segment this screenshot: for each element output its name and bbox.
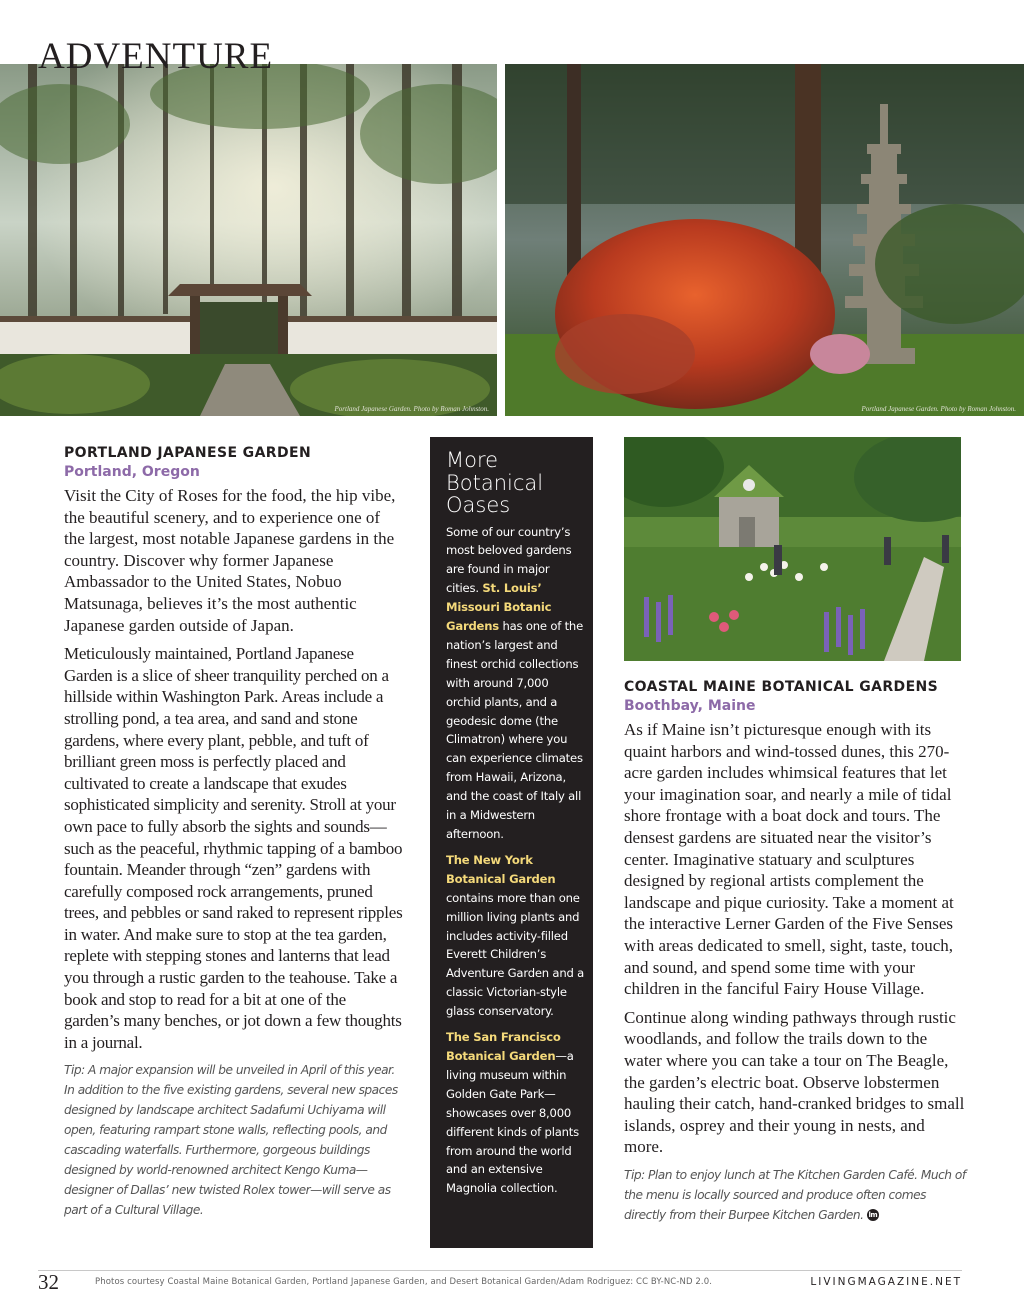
photo-credit: Portland Japanese Garden. Photo by Roman Johnston. bbox=[861, 405, 1016, 413]
portland-tip: Tip: A major expansion will be unveiled in April of this year. In addition to the five existing gardens, several new spaces designed by landscape architect Sadafumi Uchiyama will open, featuring rampart stone walls, reflecting pools, and cascading waterfalls. Furthermore, gorgeous buildings designed by world-renowned architect Kengo Kuma—designer of Dallas’ new twisted Rolex tower—will serve as part of a Cultural Village. bbox=[64, 1063, 398, 1218]
newyork-description: contains more than one million living plants and includes activity-filled Everett Children’s Adventure Garden and a classic Victorian-style glass conservatory. bbox=[446, 890, 585, 1019]
sidebar-newyork-paragraph bbox=[446, 851, 585, 1021]
sidebar-intro: Some of our country’s most beloved gardens are found in major cities. bbox=[446, 524, 572, 596]
end-mark-icon: lm bbox=[868, 1211, 878, 1220]
maine-paragraph-1: As if Maine isn’t picturesque enough with its quaint harbors and wind-tossed dunes, this 270-acre garden includes whimsical features that let your imagination soar, and nearly a mile of tidal shore frontage with a boat dock and tours. The densest gardens are situated near the visitor’s center. Imaginative statuary and sculptures designed by regional artists complement the landscape and pique curiosity. Take a moment at the interactive Lerner Garden of the Five Senses with areas dedicated to smell, sight, taste, touch, and sound, and spend some time with your children in the fanciful Fairy House Village. bbox=[624, 720, 954, 999]
portland-location: Portland, Oregon bbox=[64, 464, 200, 480]
stlouis-description: has one of the nation’s largest and finest orchid collections with around 7,000 orchid plants, and a geodesic dome (the Climatron) where you can experience climates from Hawaii, Arizona, and the coast of Italy all in a Midwestern afternoon. bbox=[446, 619, 584, 841]
photo-japanese-gate bbox=[0, 64, 497, 416]
sidebar-title-line: More bbox=[446, 448, 499, 472]
section-label: ADVENTURE bbox=[38, 36, 274, 77]
footer-rule bbox=[38, 1270, 962, 1271]
portland-article bbox=[64, 444, 404, 1220]
maine-tip-text: Tip: Plan to enjoy lunch at The Kitchen Garden Café. Much of the menu is locally sourced and produce often comes directly from their Burpee Kitchen Garden. bbox=[624, 1167, 966, 1222]
maine-heading: COASTAL MAINE BOTANICAL GARDENS bbox=[624, 679, 939, 695]
photo-maple-pagoda bbox=[505, 64, 1024, 416]
photo-credit: Portland Japanese Garden. Photo by Roman Johnston. bbox=[334, 405, 489, 413]
portland-paragraph-1: Visit the City of Roses for the food, the hip vibe, the beautiful scenery, and to experience one of the largest, most notable Japanese gardens in the country. Discover why former Japanese Ambassador to the United States, Nobuo Matsunaga, believes it’s the most authentic Japanese garden outside of Japan. bbox=[64, 486, 396, 635]
maine-tip bbox=[624, 1165, 966, 1225]
footer-photo-credits: Photos courtesy Coastal Maine Botanical Garden, Portland Japanese Garden, and Desert Botanical Garden/Adam Rodriguez: CC BY-NC-ND 2.0. bbox=[95, 1277, 713, 1287]
page-number: 32 bbox=[38, 1270, 59, 1294]
newyork-garden-name: The New York Botanical Garden bbox=[446, 852, 556, 886]
maine-location: Boothbay, Maine bbox=[624, 698, 756, 714]
footer-website: LIVINGMAGAZINE.NET bbox=[810, 1276, 962, 1288]
photo-maine-fairy-house bbox=[624, 437, 961, 661]
sidebar-title-line: Oases bbox=[446, 493, 511, 517]
sidebar-sanfrancisco-paragraph bbox=[446, 1028, 585, 1198]
portland-paragraph-2: Meticulously maintained, Portland Japanese Garden is a slice of sheer tranquility perched on a hillside within Washington Park. Areas include a strolling pond, a tea area, and sand and stone gardens, where every plant, pebble, and tuft of brilliant green moss is perfectly placed and cultivated to create a landscape that exudes sophisticated simplicity and serenity. Stroll at your own pace to fully absorb the sights and sounds—such as the peaceful, rhythmic tapping of a bamboo fountain. Meander through “zen” gardens with carefully composed rock arrangements, pruned trees, and pebbles or sand raked to represent ripples in water. And make sure to stop at the tea garden, replete with stepping stones and lanterns that lead you through a rustic garden to the teahouse. Take a book and stop to read for a bit at one of the garden’s many benches, or jot down a few thoughts in a journal. bbox=[64, 644, 403, 1052]
stlouis-garden-name: St. Louis’ Missouri Botanic Gardens bbox=[446, 581, 552, 634]
portland-heading: PORTLAND JAPANESE GARDEN bbox=[64, 445, 312, 461]
sidebar-title bbox=[446, 449, 585, 517]
sanfrancisco-garden-name: The San Francisco Botanical Garden bbox=[446, 1030, 561, 1063]
maine-article bbox=[624, 678, 966, 1225]
sanfrancisco-description: —a living museum within Golden Gate Park—showcases over 8,000 different kinds of plants from around the world and an extensive Magnolia collection. bbox=[446, 1048, 579, 1196]
sidebar-more-botanical-oases bbox=[430, 437, 593, 1248]
sidebar-stlouis-paragraph bbox=[446, 523, 585, 844]
sidebar-title-line: Botanical bbox=[446, 470, 544, 495]
maine-paragraph-2: Continue along winding pathways through rustic woodlands, and follow the trails down to the water where you can take a tour on The Beagle, the garden’s electric boat. Observe lobstermen hauling their catch, hand-cranked bridges to small islands, osprey and their young in nests, and more. bbox=[624, 1007, 965, 1157]
